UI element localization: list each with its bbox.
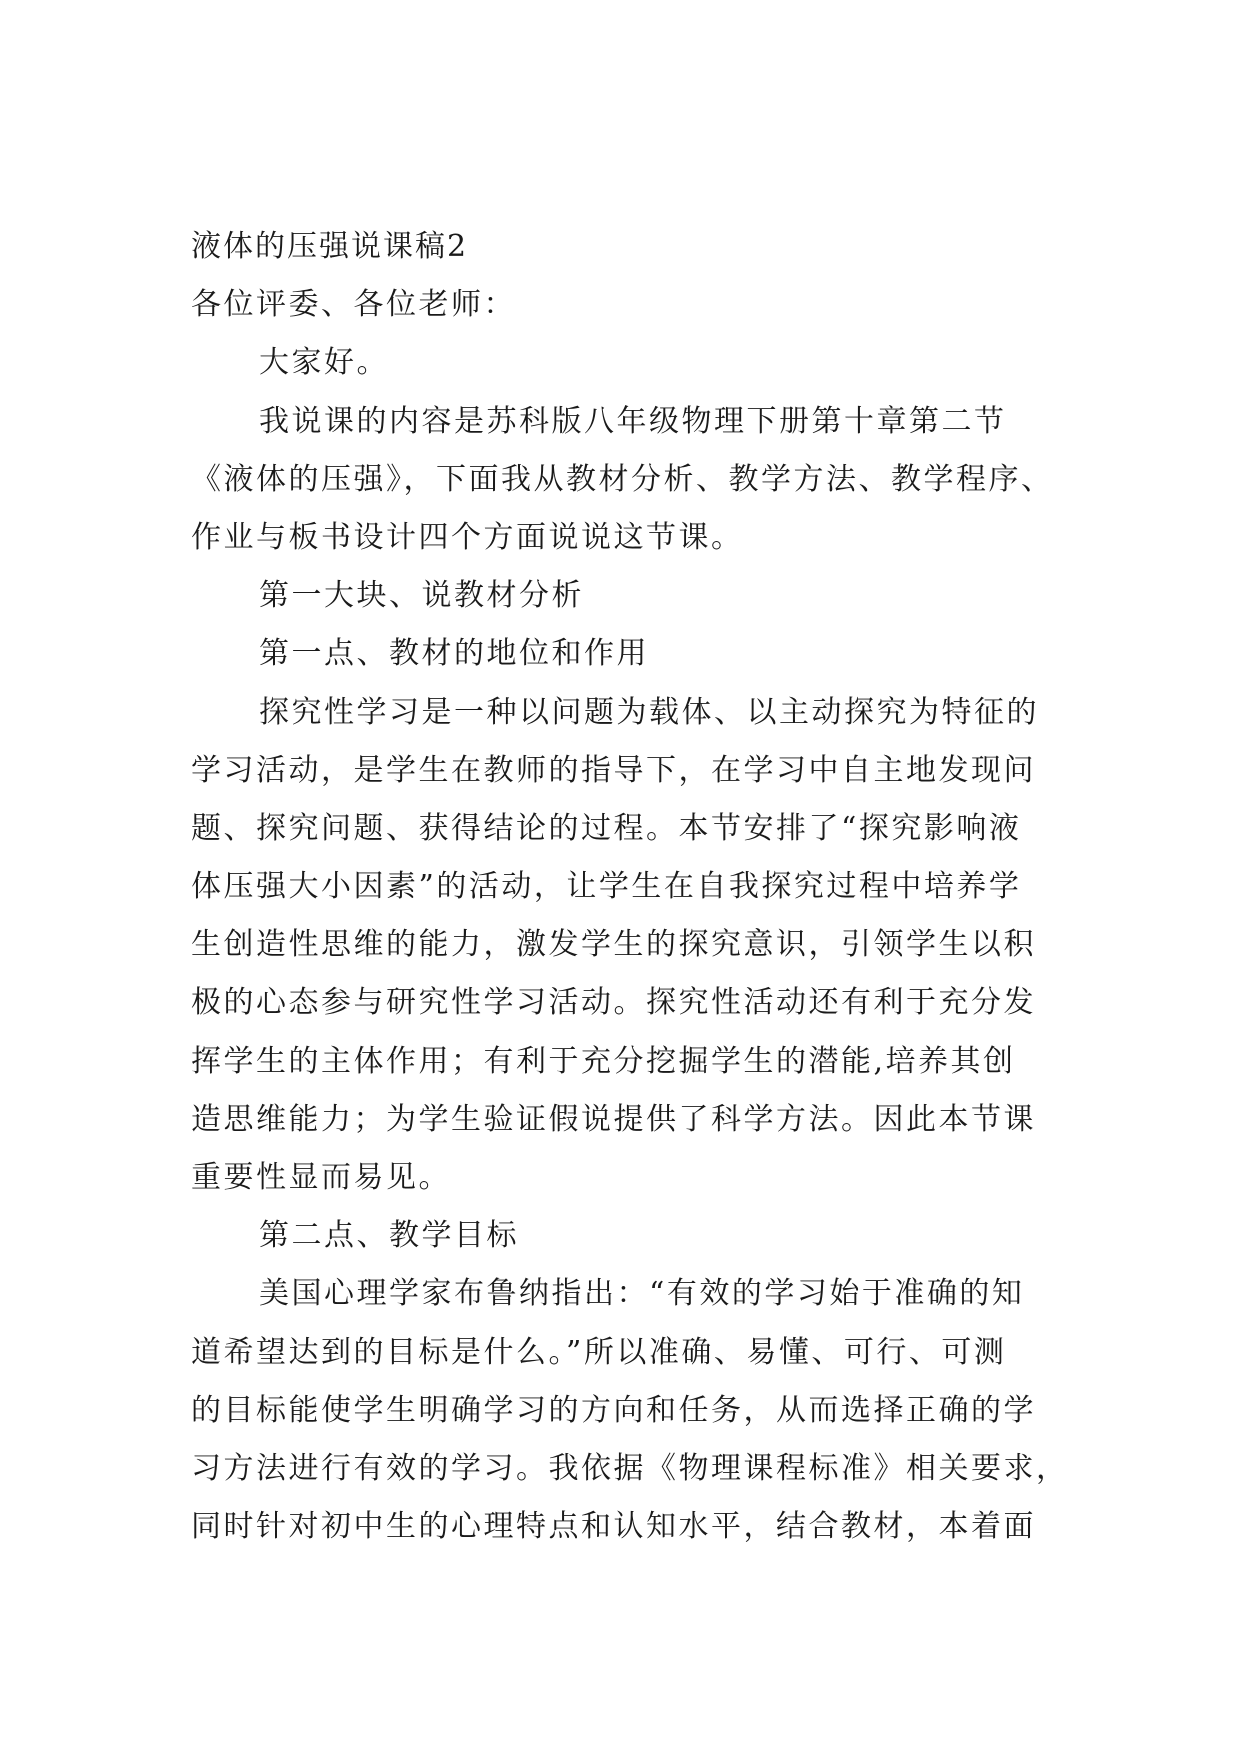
document-body bbox=[191, 218, 1069, 1556]
paragraph-line: 造思维能力；为学生验证假说提供了科学方法。因此本节课 bbox=[191, 1101, 1036, 1137]
paragraph-line: 同时针对初中生的心理特点和认知水平，结合教材，本着面 bbox=[191, 1509, 1036, 1545]
paragraph-line: 道希望达到的目标是什么。”所以准确、易懂、可行、可测 bbox=[191, 1334, 1007, 1370]
paragraph-line: 大家好。 bbox=[259, 345, 389, 381]
paragraph-line: 《液体的压强》，下面我从教材分析、教学方法、教学程序、 bbox=[191, 461, 1054, 497]
paragraph-line: 我说课的内容是苏科版八年级物理下册第十章第二节 bbox=[259, 403, 1007, 439]
subsection-heading: 第一点、教材的地位和作用 bbox=[259, 636, 649, 672]
paragraph-line: 作业与板书设计四个方面说说这节课。 bbox=[191, 519, 744, 555]
paragraph-line: 的目标能使学生明确学习的方向和任务，从而选择正确的学 bbox=[191, 1392, 1036, 1428]
paragraph-line: 挥学生的主体作用；有利于充分挖掘学生的潜能,培养其创 bbox=[191, 1043, 1016, 1079]
paragraph-line: 题、探究问题、获得结论的过程。本节安排了“探究影响液 bbox=[191, 810, 1022, 846]
paragraph-line: 生创造性思维的能力，激发学生的探究意识，引领学生以积 bbox=[191, 927, 1036, 963]
paragraph-line: 各位评委、各位老师： bbox=[191, 287, 516, 323]
section-heading: 第一大块、说教材分析 bbox=[259, 578, 584, 614]
subsection-heading: 第二点、教学目标 bbox=[259, 1218, 519, 1254]
paragraph-line: 重要性显而易见。 bbox=[191, 1160, 451, 1195]
paragraph-line: 习方法进行有效的学习。我依据《物理课程标准》相关要求， bbox=[191, 1450, 1069, 1486]
paragraph-line: 体压强大小因素”的活动，让学生在自我探究过程中培养学 bbox=[191, 869, 1022, 905]
paragraph-line: 学习活动，是学生在教师的指导下，在学习中自主地发现问 bbox=[191, 752, 1036, 788]
paragraph-line: 美国心理学家布鲁纳指出：“有效的学习始于准确的知 bbox=[259, 1276, 1025, 1312]
paragraph-line: 极的心态参与研究性学习活动。探究性活动还有利于充分发 bbox=[191, 985, 1036, 1021]
document-title: 液体的压强说课稿2 bbox=[191, 229, 469, 264]
paragraph-line: 探究性学习是一种以问题为载体、以主动探究为特征的 bbox=[259, 694, 1039, 730]
